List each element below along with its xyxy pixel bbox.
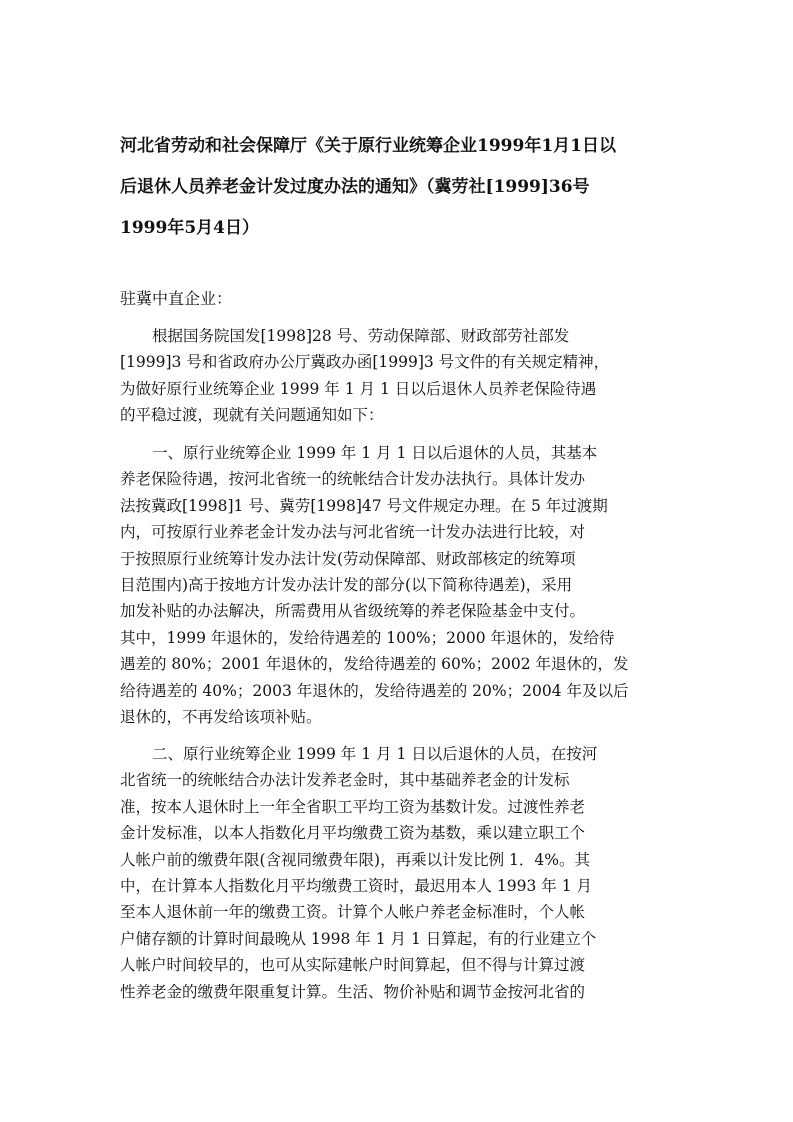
paragraph-line: 退休的，不再发给该项补贴。	[120, 708, 322, 727]
paragraph-line: 户储存额的计算时间最晚从 1998 年 1 月 1 日算起，有的行业建立个	[120, 929, 597, 948]
paragraph-line: 二、原行业统筹企业 1999 年 1 月 1 日以后退休的人员，在按河	[152, 745, 598, 763]
paragraph-line: 加发补贴的办法解决，所需费用从省级统筹的养老保险基金中支付。	[120, 602, 586, 621]
paragraph-line: 中，在计算本人指数化月平均缴费工资时，最迟用本人 1993 年 1 月	[120, 877, 593, 896]
paragraph-section-two	[120, 741, 680, 1005]
paragraph-line: 给待遇差的 40%；2003 年退休的，发给待遇差的 20%；2004 年及以后	[120, 681, 629, 700]
paragraph-line: 其中，1999 年退休的，发给待遇差的 100%；2000 年退休的，发给待	[120, 628, 615, 647]
paragraph-line: 性养老金的缴费年限重复计算。生活、物价补贴和调节金按河北省的	[120, 982, 586, 1001]
paragraph-line: 目范围内)高于按地方计发办法计发的部分(以下简称待遇差)，采用	[120, 576, 573, 595]
paragraph-line: 内，可按原行业养老金计发办法与河北省统一计发办法进行比较，对	[120, 523, 586, 542]
paragraph-line: 一、原行业统筹企业 1999 年 1 月 1 日以后退休的人员，其基本	[152, 444, 598, 462]
paragraph-intro	[120, 323, 680, 429]
paragraph-line: 金计发标准，以本人指数化月平均缴费工资为基数，乘以建立职工个	[120, 824, 586, 843]
paragraph-line: 为做好原行业统筹企业 1999 年 1 月 1 日以后退休人员养老保险待遇	[120, 379, 597, 398]
title-line: 河北省劳动和社会保障厅《关于原行业统筹企业1999年1月1日以	[120, 136, 616, 156]
title-line: 后退休人员养老金计发过度办法的通知》（冀劳社[1999]36号	[120, 177, 590, 197]
paragraph-line: 法按冀政[1998]1 号、冀劳[1998]47 号文件规定办理。在 5 年过渡期	[120, 496, 608, 515]
paragraph-line: 人帐户前的缴费年限(含视同缴费年限)，再乘以计发比例 1．4%。其	[120, 850, 590, 869]
salutation: 驻冀中直企业：	[120, 289, 233, 308]
document-title	[120, 126, 685, 249]
paragraph-line: 人帐户时间较早的，也可从实际建帐户时间算起，但不得与计算过渡	[120, 956, 586, 975]
paragraph-line: [1999]3 号和省政府办公厅冀政办函[1999]3 号文件的有关规定精神，	[120, 353, 610, 372]
paragraph-line: 北省统一的统帐结合办法计发养老金时，其中基础养老金的计发标	[120, 771, 570, 790]
paragraph-line: 准，按本人退休时上一年全省职工平均工资为基数计发。过渡性养老	[120, 797, 586, 816]
paragraph-line: 的平稳过渡，现就有关问题通知如下：	[120, 406, 384, 425]
paragraph-section-one	[120, 440, 680, 730]
paragraph-line: 遇差的 80%；2001 年退休的，发给待遇差的 60%；2002 年退休的，发	[120, 655, 629, 674]
title-line: 1999年5月4日）	[120, 218, 259, 238]
paragraph-line: 养老保险待遇，按河北省统一的统帐结合计发办法执行。具体计发办	[120, 470, 586, 489]
paragraph-line: 至本人退休前一年的缴费工资。计算个人帐户养老金标准时，个人帐	[120, 903, 586, 922]
paragraph-line: 于按照原行业统筹计发办法计发(劳动保障部、财政部核定的统筹项	[120, 549, 576, 568]
paragraph-line: 根据国务院国发[1998]28 号、劳动保障部、财政部劳社部发	[152, 327, 570, 345]
